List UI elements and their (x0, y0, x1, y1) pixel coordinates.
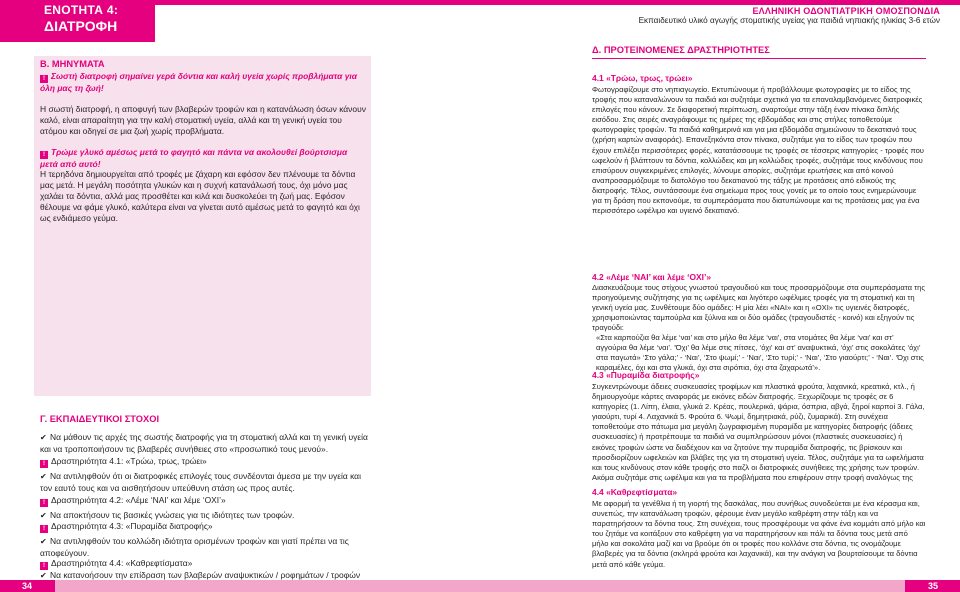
activity-icon: ! (40, 460, 48, 468)
messages-title: Β. ΜΗΝΥΜΑΤΑ (40, 59, 105, 69)
goal-2-activity-text: Δραστηριότητα 4.2: «Λέμε ‘ΝΑΙ’ και λέμε ‘ΟΧΙ’» (51, 495, 226, 505)
header-rule (155, 0, 960, 5)
check-icon: ✔ (40, 433, 47, 442)
page-number-left: 34 (22, 581, 33, 591)
goal-4-activity (40, 558, 370, 570)
activity-icon: ! (40, 562, 48, 570)
activity-4-4-title: 4.4 «Καθρεφτίσματα» (592, 487, 678, 497)
goal-1-activity-text: Δραστηριότητα 4.1: «Τρώω, τρως, τρώει» (51, 456, 207, 466)
page-number-right: 35 (927, 581, 938, 591)
goal-4-text: Να αντιληφθούν του κολλώδη ιδιότητα ορισμένων τροφών και γιατί πρέπει να τις αποφεύγουν. (40, 536, 349, 558)
check-icon: ✔ (40, 511, 47, 520)
activity-4-2-body: Διασκευάζουμε τους στίχους γνωστού τραγουδιού και τους προσαρμόζουμε στα συμπεράσματα της προηγούμενης συζήτησης για τις ωφέλιμες και λιγότερο ωφέλιμες τροφές για τη στοματική και τη γενική υγεία μας. Συνθέτουμε δύο ομάδες: Η μία λέει «ΝΑΙ» και η «ΟΧΙ» τις υγιεινές διατροφές, χρησιμοποιώντας ταμπούρλα και ξύλινα και οι δύο ομάδες (τραγουδιστές - κοινό) και εξηγούν τις τραγούδι: (592, 283, 926, 333)
message-2-title: Τρώμε γλυκό αμέσως μετά το φαγητό και πάντα να ακολουθεί βούρτσισμα μετά από αυτό! (40, 147, 348, 169)
note-icon: ! (40, 75, 48, 83)
goal-2 (40, 471, 370, 494)
activity-4-2-song: «Στα καρπούζια θα λέμε ‘ναι’ και στο μήλο θα λέμε ‘ναι’, στα ντομάτες θα λέμε ‘ναι’ και στ’ αγγούρια θα λέμε ‘ναι’. ‘Όχι’ θα λέμε στις πίτσες, ‘όχι’ και στ’ αναψυκτικά, ‘όχι’ στις σοκολάτες ‘όχι’ στα παγωτά» ‘Στο γάλα;’ - ‘Ναι’, ‘Στο ψωμί;’ - ‘Ναι’, ‘Στο τυρί;’ - ‘Ναι’, ‘Στο γιαούρτι;’ - ‘Ναι’. ‘Όχι στις καραμέλες, όχι και στα γλυκά, όχι στα σιρόπια, όχι στα ζαχαρωτά’». (596, 333, 924, 373)
message-1 (40, 71, 366, 94)
goal-4-activity-text: Δραστηριότητα 4.4: «Καθρεφτίσματα» (51, 558, 193, 568)
activity-4-3-title: 4.3 «Πυραμίδα διατροφής» (592, 370, 700, 380)
activity-4-4-body: Με αφορμή τα γενέθλια ή τη γιορτή της δασκάλας, που συνήθως συνοδεύεται με ένα κέρασμα και, συνεπώς, την κατανάλωση τροφών, φέρουμε έναν μεγάλο καθρέφτη στην τάξη και να παρατηρήσουν τα δόντια τους. Στη συνέχεια, τους προσφέρουμε να φάνε ένα κομμάτι από μήλο και του ζητάμε να κοιτάξουν στο καθρέφτη για να παρατηρήσουν και πάλι τα δόντια τους μετά από μήλο και σοκολάτα μαζί και να βρούμε ότι οι τροφές που κολλάνε στα δόντια, τις ονομάζουμε βλαβερές για τα δόντια (σκληρά φρούτα και λαχανικά), και την ανάγκη να βουρτσίσουμε τα δόντια μετά από κάθε γεύμα. (592, 499, 926, 569)
right-footer-bar (480, 580, 960, 592)
message-1-title: Σωστή διατροφή σημαίνει γερά δόντια και καλή υγεία χωρίς προβλήματα για όλη μας τη ζωή! (40, 71, 357, 93)
activities-rule (592, 58, 926, 59)
goal-1-text: Να μάθουν τις αρχές της σωστής διατροφής για τη στοματική αλλά και τη γενική υγεία και να τροποποιήσουν τις βλαβερές συνήθειες στο «προσωπικό τους μενού». (40, 432, 368, 454)
chapter-number: ΕΝΟΤΗΤΑ 4: (44, 3, 119, 17)
goals-title: Γ. ΕΚΠΑΙΔΕΥΤΙΚΟΙ ΣΤΟΧΟΙ (40, 414, 160, 424)
check-icon: ✔ (40, 537, 47, 546)
check-icon: ✔ (40, 472, 47, 481)
organization-name: ΕΛΛΗΝΙΚΗ ΟΔΟΝΤΙΑΤΡΙΚΗ ΟΜΟΣΠΟΝΔΙΑ (752, 6, 940, 16)
message-2-body: Η τερηδόνα δημιουργείται από τροφές με ζάχαρη και εφόσον δεν πλένουμε τα δόντια μας μετά. Η μεγάλη ποσότητα γλυκών και η συχνή κατανάλωσή τους, όχι μόνο μας χαλάει τα δόντια, αλλά μας προσθέτει και κιλά και δυσκολεύει τη ζωή μας. Εφόσον θέλουμε να φάμε γλυκό, καλύτερα είναι να γίνεται αυτό αμέσως μετά το φαγητό και όχι ως ενδιάμεσο γεύμα. (40, 169, 360, 223)
goal-4 (40, 536, 370, 559)
activity-4-1-title: 4.1 «Τρώω, τρως, τρώει» (592, 73, 693, 83)
activities-title: Δ. ΠΡΟΤΕΙΝΟΜΕΝΕΣ ΔΡΑΣΤΗΡΙΟΤΗΤΕΣ (592, 45, 770, 55)
goal-2-text: Να αντιληφθούν ότι οι διατροφικές επιλογές τους συνδέονται άμεσα με την υγεία και τον εαυτό τους και να αισθητήσουν υπεύθυνη στάση ως προς αυτές. (40, 471, 361, 493)
message-2 (40, 147, 366, 170)
goal-5-text: Να κατανοήσουν την επίδραση των βλαβερών αναψυκτικών / ροφημάτων / τροφών (50, 570, 361, 580)
check-icon: ✔ (40, 571, 47, 580)
message-1-body: Η σωστή διατροφή, η αποφυγή των βλαβερών τροφών και η κατανάλωση όσων κάνουν καλό, είναι απαραίτητη για την καλή στοματική υγεία, αλλά και τη γενική υγεία του ατόμου και οδηγεί σε μια ζωή χωρίς προβλήματα. (40, 104, 366, 136)
goal-3-activity (40, 521, 370, 533)
goal-1-activity (40, 456, 370, 468)
chapter-title: ΔΙΑΤΡΟΦΗ (44, 18, 118, 34)
goal-3-text: Να αποκτήσουν τις βασικές γνώσεις για τις ιδιότητες των τροφών. (50, 510, 295, 520)
activity-icon: ! (40, 499, 48, 507)
activity-icon: ! (40, 525, 48, 533)
activity-4-2-title: 4.2 «Λέμε ‘ΝΑΙ’ και λέμε ‘ΟΧΙ’» (592, 272, 712, 282)
activity-4-1-body: Φωτογραφίζουμε στο νηπιαγωγείο. Εκτυπώνουμε ή προβάλλουμε φωτογραφίες με το είδος της τροφής που καταναλώνουν τα παιδιά και συζητάμε σχετικά για τα επαναλαμβανόμενες διατροφικές επιλογές που κάνουν. Σε διαφορετική περίπτωση, αναρτούμε στην τάξη έναν πίνακα διπλής εισόδου. Στις σειρές αναγράφουμε τις ημέρες της εβδομάδας και στις στήλες τοποθετούμε φωτογραφίες τροφών. Τα παιδιά καθημερινά και για μια εβδομάδα σημειώνουν το δεκατιανό τους (χρήση καρτών αναφοράς). Επανεξηκόντα στον πίνακα, συζητάμε για το είδος των τροφών που έχουν επιλέξει περισσότερες φορές, κατατάσσουμε τις τροφές σε τέσσερις κατηγορίες - τροφές που ωφελούν ή βλάπτουν τα δόντια, κολλώδεις και μη κολλώδεις τροφές, συζητάμε τους κινδύνους που επισύρουν συγκεκριμένες επιλογές, λύνουμε απορίες, συζητάμε ερωτήσεις και από κοινού αναπροσαρμόζουμε το διατολόγιο του δεκατιανού της τάξης με προτάσεις από ειδικούς της διατροφής. Τέλος, συντάσσουμε ένα σημείωμα προς τους γονείς με το οποίο τους ενημερώνουμε για τη δράση που εκπονούμε, τα συμπεράσματα που διατυπώνουμε και τις προτάσεις μας για ένα περισσότερο ωφέλιμο και υγιεινό δεκατιανό. (592, 85, 924, 216)
goal-5 (40, 570, 370, 580)
chapter-tab (0, 0, 155, 42)
goal-3-activity-text: Δραστηριότητα 4.3: «Πυραμίδα διατροφής» (51, 521, 213, 531)
left-footer-bar (0, 580, 480, 592)
goal-1 (40, 432, 370, 455)
book-subtitle: Εκπαιδευτικό υλικό αγωγής στοματικής υγείας για παιδιά νηπιακής ηλικίας 3-6 ετών (638, 16, 940, 25)
goal-2-activity (40, 495, 370, 507)
activity-4-3-body: Συγκεντρώνουμε άδειες συσκευασίες τροφίμων και πλαστικά φρούτα, λαχανικά, κρεατικά, κτλ., ή δημιουργούμε κάρτες αναφοράς με εικόνες ειδών διατροφής. Ξεχωρίζουμε τις τροφές σε 6 κατηγορίες (1. Λίπη, έλαια, γλυκά 2. Κρέας, πουλερικά, ψάρια, όσπρια, αβγά, ξηροί καρποί 3. Γάλα, γιαούρτι, τυρί 4. Λαχανικά 5. Φρούτα 6. Ψωμί, δημητριακά, ρύζι, ζυμαρικά). Στη συνέχεια τοποθετούμε στο πάτωμα μια μεγάλη ζωγραφισμένη πυραμίδα με κατηγορίες διατροφής (άδειες συσκευασίες) ή προτρέπουμε τα παιδιά να συμπληρώσουν μόνοι (πλαστικές συσκευασίες) ή εικόνες τροφών ώστε να διαδέχουν και να ζητούνε την πυραμίδα διατροφής, τις βρίσκουν και προσδιορίζουν ωφελειών και βλάβες της για τη στοματική υγεία. Τέλος, συζητάμε για τα ωφελήματα και τους κινδύνους στον κάθε τροφής στο παζλ οι διατροφικές συνήθειες της χρήσης των τροφών. Ακόμα συζητάμε στις ωφέλιμα και για τα προβλήματα που επιφέρουν στην τροφή αναλόγως της (592, 382, 925, 482)
note-icon: ! (40, 151, 48, 159)
